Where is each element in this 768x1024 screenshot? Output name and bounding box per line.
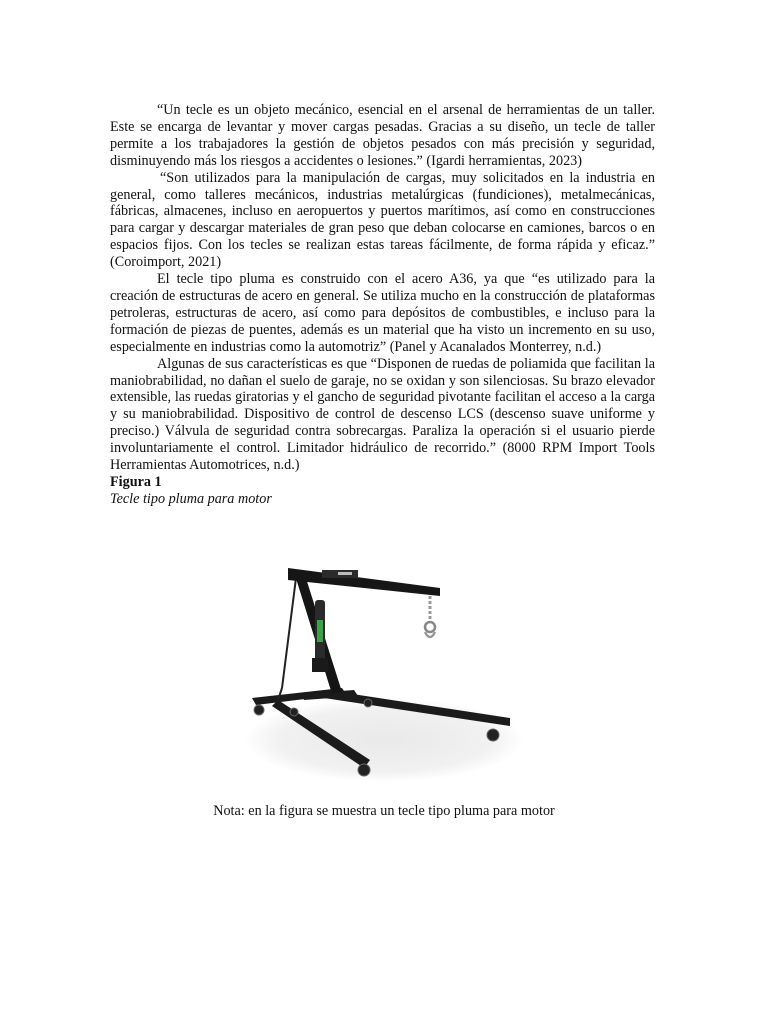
figure-note: Nota: en la figura se muestra un tecle tipo pluma para motor bbox=[213, 803, 555, 819]
document-body bbox=[110, 102, 655, 508]
chain-hook bbox=[425, 596, 435, 637]
figure-title: Tecle tipo pluma para motor bbox=[110, 490, 272, 507]
paragraph-2: “Son utilizados para la manipulación de cargas, muy solicitados en la industria en general, como talleres mecánicos, industrias metalúrgicas (fundiciones), metalmecánicas, fábricas, almacenes, incluso en aeropuertos y puertos marítimos, así como en construcciones para cargar y descargar materiales de gran peso que deban colocarse en camiones, barcos o en espacios fijos. Con los tecles se realizan estas tareas fácilmente, de forma rápida y eficaz.” (Coroimport, 2021) bbox=[110, 169, 655, 271]
figure-label: Figura 1 bbox=[110, 473, 162, 490]
paragraph-3: El tecle tipo pluma es construido con el acero A36, ya que “es utilizado para la creación de estructuras de acero en general. Se utiliza mucho en la construcción de plataformas petroleras, estructuras de acero, así como para depósitos de combustibles, e incluso para la formación de piezas de puentes, además es un material que ha visto un incremento en su uso, especialmente en industrias como la automotriz” (Panel y Acanalados Monterrey, n.d.) bbox=[110, 271, 655, 355]
paragraph-1: “Un tecle es un objeto mecánico, esencial en el arsenal de herramientas de un taller. Este se encarga de levantar y mover cargas pesadas. Gracias a su diseño, un tecle de taller permite a los trabajadores la gestión de objetos pesados con más precisión y seguridad, disminuyendo más los riesgos a accidentes o lesiones.” (Igardi herramientas, 2023) bbox=[110, 102, 655, 169]
engine-crane-illustration bbox=[242, 560, 522, 785]
crane-mast bbox=[278, 572, 342, 700]
crane-boom bbox=[288, 568, 440, 596]
engine-crane-image bbox=[242, 560, 522, 785]
paragraph-4: Algunas de sus características es que “Disponen de ruedas de poliamida que facilitan la maniobrabilidad, no dañan el suelo de garaje, no se oxidan y son silenciosas. Su brazo elevador extensible, las ruedas giratorias y el gancho de seguridad pivotante facilitan el acceso a la carga y su maniobrabilidad. Dispositivo de control de descenso LCS (descenso suave uniforme y preciso.) Válvula de seguridad contra sobrecargas. Paraliza la operación si el usuario pierde involuntariamente el control. Limitador hidráulico de recorrido.” (8000 RPM Import Tools Herramientas Automotrices, n.d.) bbox=[110, 355, 655, 474]
